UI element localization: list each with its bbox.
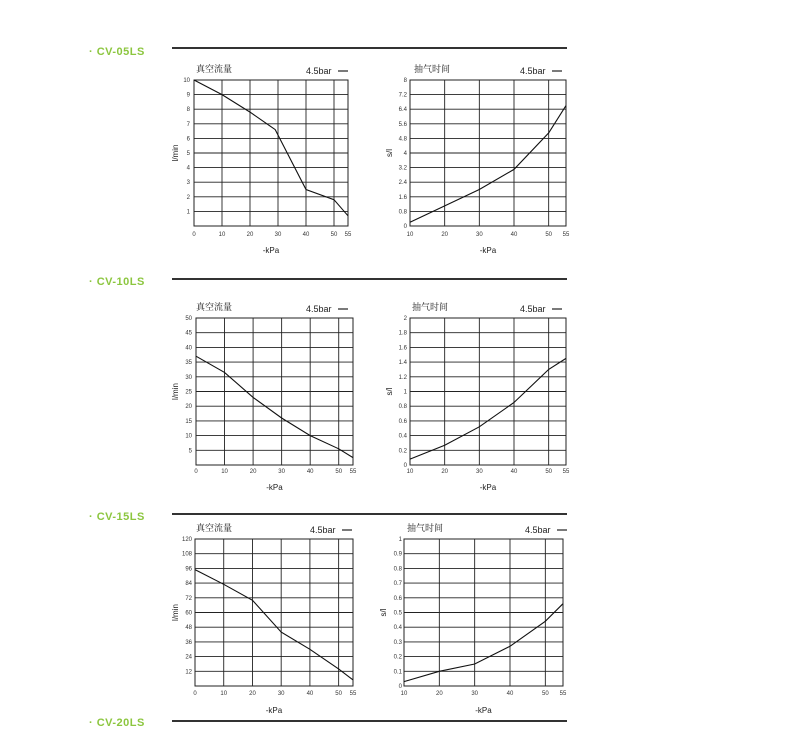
y-tick-label: 10 — [183, 78, 190, 84]
y-tick-label: 7.2 — [398, 92, 407, 99]
y-tick-label: 5.6 — [398, 121, 407, 128]
pressure-legend-label: 4.5bar — [520, 66, 546, 76]
y-tick-label: 15 — [185, 418, 192, 425]
y-tick-label: 0 — [403, 463, 407, 469]
y-tick-label: 3 — [186, 180, 190, 187]
y-tick-label: 0 — [398, 684, 402, 690]
x-axis-label: -kPa — [265, 706, 283, 715]
y-tick-label: 0.2 — [398, 448, 407, 455]
y-tick-label: 40 — [185, 345, 192, 352]
y-tick-label: 4.8 — [398, 136, 407, 143]
chart-title: 真空流量 — [196, 524, 233, 534]
y-tick-label: 5 — [188, 448, 192, 455]
y-tick-label: 0 — [403, 224, 407, 230]
x-tick-label: 30 — [471, 691, 479, 697]
y-tick-label: 30 — [185, 374, 192, 381]
x-tick-label: 30 — [475, 232, 483, 238]
y-tick-label: 0.1 — [393, 669, 402, 676]
section-title-cv-20ls: · CV-20LS — [89, 717, 145, 729]
x-tick-label: 10 — [221, 469, 228, 475]
x-tick-label: 40 — [306, 469, 314, 475]
y-tick-label: 0.6 — [398, 418, 407, 425]
x-tick-label: 55 — [562, 469, 570, 475]
x-axis-label: -kPa — [266, 483, 283, 492]
y-tick-label: 1.6 — [398, 345, 407, 352]
y-tick-label: 1.4 — [398, 360, 407, 367]
y-tick-label: 36 — [185, 639, 192, 646]
chart-title: 真空流量 — [196, 65, 233, 75]
y-tick-label: 20 — [185, 404, 192, 411]
y-tick-label: 108 — [181, 551, 192, 558]
x-tick-label: 20 — [441, 469, 449, 475]
y-tick-label: 25 — [185, 389, 192, 396]
pressure-legend-label: 4.5bar — [520, 304, 546, 314]
x-tick-label: 30 — [277, 691, 285, 697]
y-tick-label: 3.2 — [398, 165, 407, 172]
pressure-legend-label: 4.5bar — [306, 66, 332, 76]
x-tick-label: 20 — [246, 232, 254, 238]
y-axis-label: s/l — [385, 387, 394, 396]
y-tick-label: 4 — [186, 165, 190, 172]
y-tick-label: 48 — [185, 625, 192, 632]
series-line — [410, 358, 566, 459]
y-tick-label: 0.8 — [398, 209, 407, 216]
x-tick-label: 20 — [249, 469, 257, 475]
y-tick-label: 96 — [185, 566, 192, 573]
y-tick-label: 0.3 — [393, 639, 402, 646]
x-tick-label: 40 — [302, 232, 310, 238]
y-tick-label: 60 — [185, 610, 192, 617]
x-axis-label: -kPa — [475, 706, 492, 715]
y-tick-label: 2.4 — [398, 180, 407, 187]
y-tick-label: 10 — [185, 433, 192, 440]
series-line — [195, 570, 353, 680]
x-tick-label: 50 — [330, 232, 338, 238]
x-tick-label: 10 — [220, 691, 228, 697]
x-tick-label: 30 — [278, 469, 285, 475]
y-tick-label: 1 — [186, 209, 190, 216]
chart-title: 抽气时间 — [407, 524, 444, 534]
section-title-cv-15ls: · CV-15LS — [89, 511, 145, 523]
y-tick-label: 0.2 — [393, 654, 402, 661]
x-tick-label: 50 — [335, 691, 342, 697]
x-tick-label: 40 — [510, 469, 518, 475]
y-tick-label: 0.7 — [393, 581, 402, 588]
y-tick-label: 1 — [398, 537, 402, 543]
y-tick-label: 1.2 — [398, 374, 407, 381]
y-tick-label: 6.4 — [398, 107, 407, 114]
y-tick-label: 2 — [403, 316, 407, 322]
y-tick-label: 0.6 — [393, 595, 402, 602]
y-tick-label: 72 — [185, 595, 192, 602]
chart-title: 抽气时间 — [414, 65, 451, 75]
y-tick-label: 0.8 — [393, 566, 402, 573]
x-tick-label: 50 — [541, 691, 549, 697]
y-tick-label: 84 — [185, 581, 192, 588]
y-tick-label: 5 — [186, 151, 190, 157]
y-axis-label: s/l — [379, 608, 388, 617]
x-tick-label: 20 — [249, 691, 256, 697]
y-tick-label: 50 — [185, 316, 192, 322]
chart-title: 真空流量 — [196, 303, 233, 313]
y-tick-label: 7 — [186, 121, 190, 128]
y-tick-label: 0.4 — [393, 625, 402, 632]
y-tick-label: 0.4 — [398, 433, 407, 440]
x-tick-label: 55 — [344, 232, 352, 238]
y-axis-label: l/min — [171, 144, 180, 162]
y-tick-label: 1.6 — [398, 194, 407, 201]
x-axis-label: -kPa — [479, 246, 497, 255]
series-line — [404, 604, 563, 682]
x-tick-label: 20 — [435, 691, 443, 697]
x-tick-label: 55 — [349, 469, 357, 475]
pressure-legend-label: 4.5bar — [310, 525, 336, 535]
y-axis-label: s/l — [385, 149, 394, 157]
x-tick-label: 55 — [559, 691, 567, 697]
x-tick-label: 0 — [193, 691, 197, 697]
x-tick-label: 40 — [306, 691, 314, 697]
y-tick-label: 9 — [186, 92, 190, 99]
x-tick-label: 10 — [406, 469, 414, 475]
y-tick-label: 0.8 — [398, 404, 407, 411]
y-tick-label: 24 — [185, 654, 192, 661]
y-tick-label: 6 — [186, 136, 190, 143]
pressure-legend-label: 4.5bar — [525, 525, 551, 535]
x-tick-label: 20 — [441, 232, 449, 238]
x-tick-label: 10 — [218, 232, 226, 238]
y-tick-label: 1.8 — [398, 330, 407, 337]
x-tick-label: 0 — [194, 469, 198, 475]
y-tick-label: 8 — [186, 107, 190, 114]
x-tick-label: 30 — [475, 469, 483, 475]
x-tick-label: 50 — [545, 232, 553, 238]
y-tick-label: 8 — [403, 78, 407, 84]
y-axis-label: l/min — [171, 604, 180, 621]
x-tick-label: 55 — [349, 691, 357, 697]
y-tick-label: 1 — [403, 389, 407, 396]
pressure-legend-label: 4.5bar — [306, 304, 332, 314]
y-tick-label: 45 — [185, 330, 192, 337]
y-tick-label: 35 — [185, 360, 192, 367]
y-axis-label: l/min — [171, 383, 180, 400]
x-tick-label: 10 — [400, 691, 408, 697]
x-tick-label: 0 — [192, 232, 196, 238]
x-tick-label: 30 — [274, 232, 282, 238]
y-tick-label: 0.5 — [393, 610, 402, 617]
chart-title: 抽气时间 — [412, 303, 449, 313]
section-title-cv-05ls: · CV-05LS — [89, 46, 145, 58]
y-tick-label: 12 — [185, 669, 192, 676]
x-tick-label: 50 — [545, 469, 553, 475]
y-tick-label: 120 — [181, 537, 192, 543]
y-tick-label: 4 — [403, 151, 407, 157]
x-tick-label: 10 — [406, 232, 414, 238]
x-tick-label: 40 — [510, 232, 518, 238]
x-tick-label: 50 — [335, 469, 343, 475]
x-axis-label: -kPa — [262, 246, 280, 255]
series-line — [410, 106, 566, 223]
section-title-cv-10ls: · CV-10LS — [89, 276, 145, 288]
series-line — [196, 356, 353, 457]
y-tick-label: 2 — [186, 194, 190, 201]
x-tick-label: 40 — [506, 691, 514, 697]
y-tick-label: 0.9 — [393, 551, 402, 558]
series-line — [194, 80, 348, 216]
x-tick-label: 55 — [562, 232, 570, 238]
x-axis-label: -kPa — [479, 483, 497, 492]
